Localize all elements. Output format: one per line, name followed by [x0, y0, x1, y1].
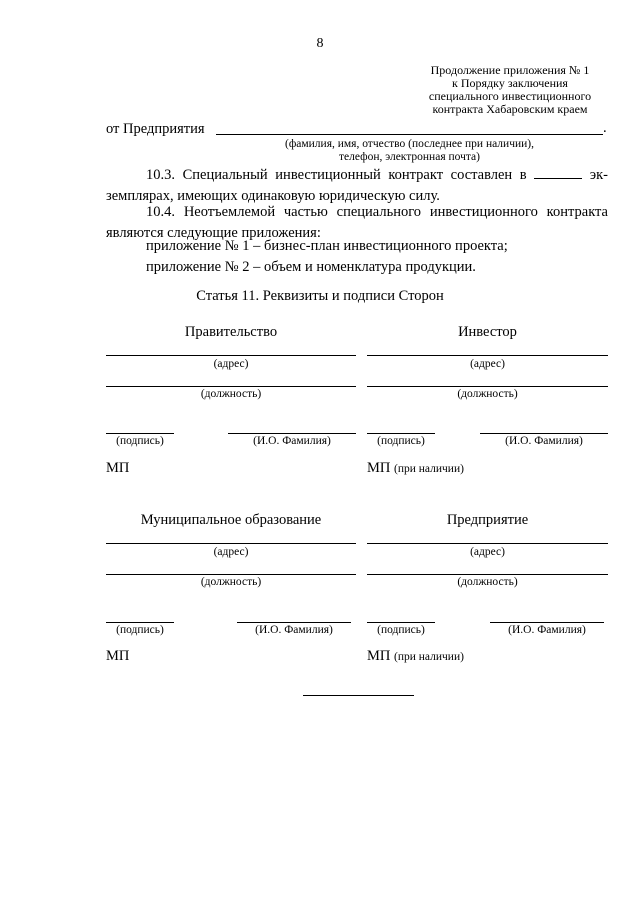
enterprise-stamp-note: (при наличии) — [394, 651, 464, 663]
clause-10-3 — [106, 165, 608, 207]
municipality-name-line — [237, 622, 351, 623]
clause-10-4: 10.4. Неотъемлемой частью специального инвестиционного контракта являются следующие приложения: — [106, 204, 608, 241]
party-investor: Инвестор — [458, 324, 517, 340]
investor-address-caption: (адрес) — [470, 358, 505, 370]
article-title: Статья 11. Реквизиты и подписи Сторон — [196, 288, 444, 304]
enterprise-signature-caption: (подпись) — [377, 624, 425, 636]
municipality-position-line — [106, 574, 356, 575]
municipality-stamp: МП — [106, 648, 130, 664]
appendix-header-line: контракта Хабаровским краем — [432, 102, 588, 116]
from-enterprise-end-mark: . — [603, 120, 607, 136]
enterprise-name-caption: (И.О. Фамилия) — [508, 624, 586, 636]
enterprise-position-line — [367, 574, 608, 575]
government-stamp: МП — [106, 460, 130, 476]
government-position-caption: (должность) — [200, 388, 262, 400]
investor-stamp — [367, 460, 464, 477]
from-enterprise-label: от Предприятия — [106, 121, 205, 137]
clause-10-3-text: 10.3. Специальный инвестиционный контракт составлен в — [146, 167, 527, 183]
enterprise-signature-line — [367, 622, 435, 623]
investor-stamp-note: (при наличии) — [394, 463, 464, 475]
party-municipality: Муниципальное образование — [140, 512, 322, 528]
investor-position-line — [367, 386, 608, 387]
municipality-signature-caption: (подпись) — [116, 624, 164, 636]
government-signature-caption: (подпись) — [116, 435, 164, 447]
party-enterprise: Предприятие — [446, 512, 529, 528]
municipality-address-line — [106, 543, 356, 544]
end-separator-line — [303, 695, 414, 696]
appendix-header-line: к Порядку заключения — [452, 76, 568, 90]
from-enterprise-line — [216, 134, 603, 135]
enterprise-address-caption: (адрес) — [470, 546, 505, 558]
appendix-list — [106, 236, 608, 278]
government-name-caption: (И.О. Фамилия) — [253, 435, 331, 447]
enterprise-stamp-mp: МП — [367, 648, 391, 664]
from-enterprise-note — [216, 138, 603, 163]
appendix-header — [410, 64, 610, 116]
page-number: 8 — [316, 36, 324, 51]
government-signature-line — [106, 433, 174, 434]
investor-signature-line — [367, 433, 435, 434]
municipality-address-caption: (адрес) — [213, 546, 249, 558]
government-name-line — [228, 433, 356, 434]
government-address-line — [106, 355, 356, 356]
appendix-item-2: приложение № 2 – объем и номенклатура продукции. — [146, 259, 476, 275]
investor-address-line — [367, 355, 608, 356]
municipality-signature-line — [106, 622, 174, 623]
appendix-item-1: приложение № 1 – бизнес-план инвестиционного проекта; — [146, 238, 508, 254]
clause-10-3-text-end: эк-земплярах, имеющих одинаковую юридическую силу. — [106, 167, 608, 204]
municipality-position-caption: (должность) — [200, 576, 262, 588]
enterprise-position-caption: (должность) — [457, 576, 518, 588]
investor-position-caption: (должность) — [457, 388, 518, 400]
copies-blank — [534, 166, 582, 179]
government-address-caption: (адрес) — [213, 358, 249, 370]
investor-name-caption: (И.О. Фамилия) — [505, 435, 583, 447]
investor-signature-caption: (подпись) — [377, 435, 425, 447]
appendix-header-line: Продолжение приложения № 1 — [430, 63, 590, 77]
from-enterprise-note-line: телефон, электронная почта) — [339, 150, 480, 163]
government-position-line — [106, 386, 356, 387]
appendix-header-line: специального инвестиционного — [428, 89, 592, 103]
enterprise-stamp — [367, 648, 464, 665]
party-government: Правительство — [184, 324, 278, 340]
from-enterprise-note-line: (фамилия, имя, отчество (последнее при наличии), — [284, 138, 534, 150]
investor-stamp-mp: МП — [367, 460, 391, 476]
enterprise-name-line — [490, 622, 604, 623]
municipality-name-caption: (И.О. Фамилия) — [255, 624, 333, 636]
enterprise-address-line — [367, 543, 608, 544]
investor-name-line — [480, 433, 608, 434]
